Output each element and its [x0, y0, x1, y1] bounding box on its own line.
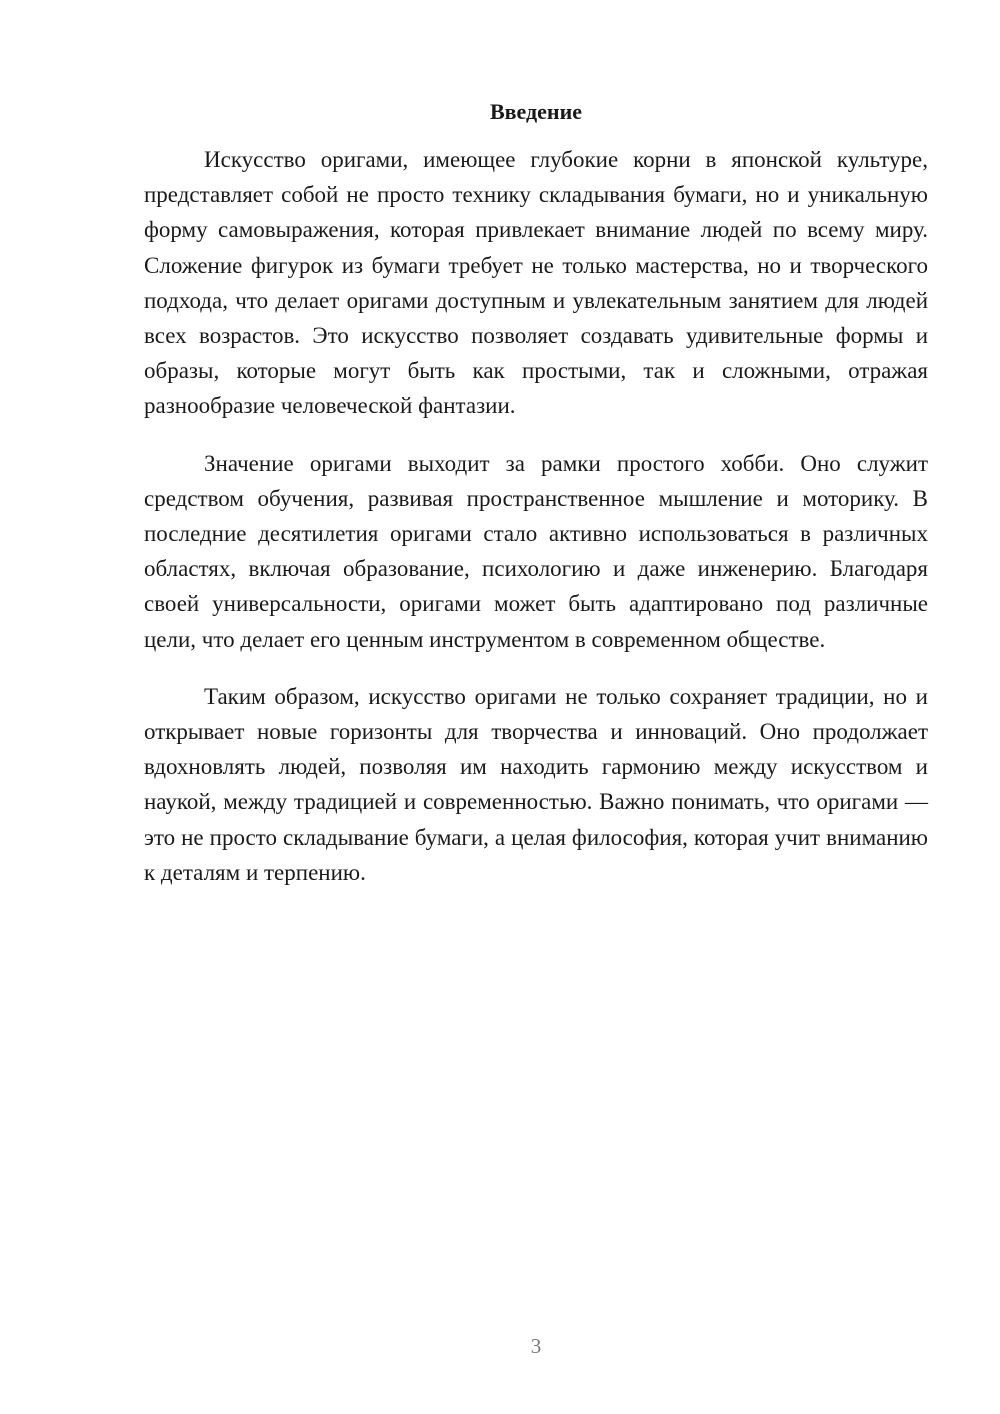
page-number: 3 — [530, 1334, 542, 1358]
paragraph-1: Искусство оригами, имеющее глубокие корни в японской культуре, представляет собой не просто технику складывания бумаги, но и уникальную форму самовыражения, которая привлекает внимание людей по всему миру. Сложение фигурок из бумаги требует не только мастерства, но и творческого подхода, что делает оригами доступным и увлекательным занятием для людей всех возрастов. Это искусство позволяет создавать удивительные формы и образы, которые могут быть как простыми, так и сложными, отражая разнообразие человеческой фантазии. — [144, 147, 928, 419]
paragraph-3: Таким образом, искусство оригами не только сохраняет традиции, но и открывает новые горизонты для творчества и инноваций. Оно продолжает вдохновлять людей, позволяя им находить гармонию между искусством и наукой, между традицией и современностью. Важно понимать, что оригами — это не просто складывание бумаги, а целая философия, которая учит вниманию к деталям и терпению. — [144, 683, 928, 885]
page-title: Введение — [489, 99, 583, 124]
body-text — [144, 142, 928, 912]
paragraph-2: Значение оригами выходит за рамки простого хобби. Оно служит средством обучения, развивая пространственное мышление и моторику. В последние десятилетия оригами стало активно использоваться в различных областях, включая образование, психологию и даже инженерию. Благодаря своей универсальности, оригами может быть адаптировано под различные цели, что делает его ценным инструментом в современном обществе. — [144, 450, 928, 652]
